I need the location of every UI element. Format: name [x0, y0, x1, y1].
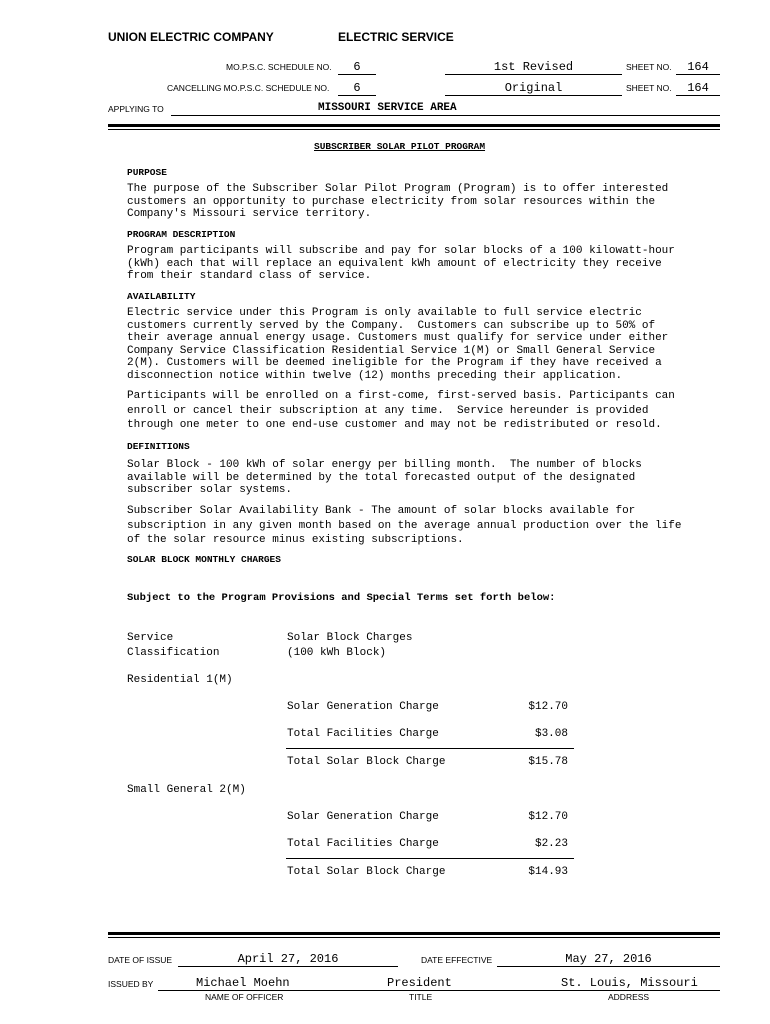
page-title: SUBSCRIBER SOLAR PILOT PROGRAM	[314, 141, 486, 152]
description-text: Program participants will subscribe and pay for solar blocks of a 100 kilowatt-hour (kWh) each that will replace an equivalent kWh amount of electricity they receive from their standard class of service.	[127, 245, 675, 283]
officer-title: President	[387, 976, 452, 990]
purpose-heading: PURPOSE	[127, 167, 167, 178]
purpose-text: The purpose of the Subscriber Solar Pilot Program (Program) is to offer interested customers an opportunity to purchase electricity from solar resources within the Company's Missouri service territory.	[127, 183, 669, 221]
sheet-label: SHEET NO.	[626, 62, 672, 72]
availability-text: Electric service under this Program is only available to full service electric customers currently served by the Company. Customers can subscribe up to 50% of their average annual energy usage. Customers must qualify for service under either Company Service Classification Residential Service 1(M) or Small General Service 2(M). Customers will be deemed ineligible for the Program if they have received a disconnection notice within twelve (12) months preceding their application.	[127, 307, 669, 382]
cancelling-sheet-number: 164	[676, 81, 720, 96]
issue-date: April 27, 2016	[178, 952, 398, 967]
cancelling-sheet-label: SHEET NO.	[626, 83, 672, 93]
charges-heading: SOLAR BLOCK MONTHLY CHARGES	[127, 554, 281, 565]
officer-name: Michael Moehn	[196, 976, 290, 990]
revision: 1st Revised	[445, 60, 622, 75]
issue-label: DATE OF ISSUE	[108, 955, 173, 965]
availability-text-2: Participants will be enrolled on a first-come, first-served basis. Participants can enroll or cancel their subscription at any time. Service hereunder is provided through one meter to one end-use customer and may not be redistributed or resold.	[127, 390, 675, 431]
title-caption: TITLE	[409, 992, 433, 1002]
charge-amount: $15.78	[528, 756, 568, 768]
definitions-heading: DEFINITIONS	[127, 441, 190, 452]
charge-amount: $12.70	[528, 701, 568, 713]
subject-line: Subject to the Program Provisions and Special Terms set forth below:	[127, 592, 556, 604]
availability-heading: AVAILABILITY	[127, 291, 196, 302]
company-name: UNION ELECTRIC COMPANY	[108, 30, 274, 44]
charge-label: Total Facilities Charge	[287, 728, 439, 740]
charge-amount: $2.23	[534, 838, 568, 850]
col2-header-2: (100 kWh Block)	[287, 647, 387, 659]
cancelling-schedule-number: 6	[338, 81, 376, 96]
header-rule-thick	[108, 124, 720, 127]
col1-header-1: Service	[127, 632, 174, 644]
service-type: ELECTRIC SERVICE	[338, 30, 454, 44]
applying-label: APPLYING TO	[108, 104, 164, 114]
officer-caption: NAME OF OFFICER	[205, 992, 284, 1002]
schedule-label: MO.P.S.C. SCHEDULE NO.	[226, 62, 332, 72]
charge-label: Total Solar Block Charge	[287, 866, 446, 878]
charge-amount: $3.08	[534, 728, 568, 740]
schedule-number: 6	[338, 60, 376, 75]
charge-amount: $12.70	[528, 811, 568, 823]
group-name-residential: Residential 1(M)	[127, 674, 233, 686]
officer-address: St. Louis, Missouri	[561, 976, 698, 990]
col1-header-2: Classification	[127, 647, 220, 659]
total-rule	[286, 748, 574, 749]
applying-value: MISSOURI SERVICE AREA	[318, 102, 457, 114]
description-heading: PROGRAM DESCRIPTION	[127, 229, 236, 240]
definitions-text-2: Subscriber Solar Availability Bank - The amount of solar blocks available for subscription in any given month based on the average annual production over the life of the solar resource minus existing subscriptions.	[127, 505, 682, 546]
col2-header-1: Solar Block Charges	[287, 632, 413, 644]
charge-label: Total Solar Block Charge	[287, 756, 446, 768]
footer-rule-thin	[108, 937, 720, 938]
header-rule-thin	[108, 129, 720, 130]
effective-date: May 27, 2016	[497, 952, 720, 967]
charge-label: Solar Generation Charge	[287, 701, 439, 713]
address-caption: ADDRESS	[608, 992, 650, 1002]
cancelling-label: CANCELLING MO.P.S.C. SCHEDULE NO.	[167, 83, 330, 93]
effective-label: DATE EFFECTIVE	[421, 955, 493, 965]
charge-label: Total Facilities Charge	[287, 838, 439, 850]
group-name-small-general: Small General 2(M)	[127, 784, 246, 796]
issued-by-label: ISSUED BY	[108, 979, 154, 989]
definitions-text-1: Solar Block - 100 kWh of solar energy per billing month. The number of blocks available will be determined by the total forecasted output of the designated subscriber solar systems.	[127, 459, 642, 497]
total-rule	[286, 858, 574, 859]
footer-rule-thick	[108, 932, 720, 935]
charge-label: Solar Generation Charge	[287, 811, 439, 823]
cancelling-revision: Original	[445, 81, 622, 96]
sheet-number: 164	[676, 60, 720, 75]
charge-amount: $14.93	[528, 866, 568, 878]
